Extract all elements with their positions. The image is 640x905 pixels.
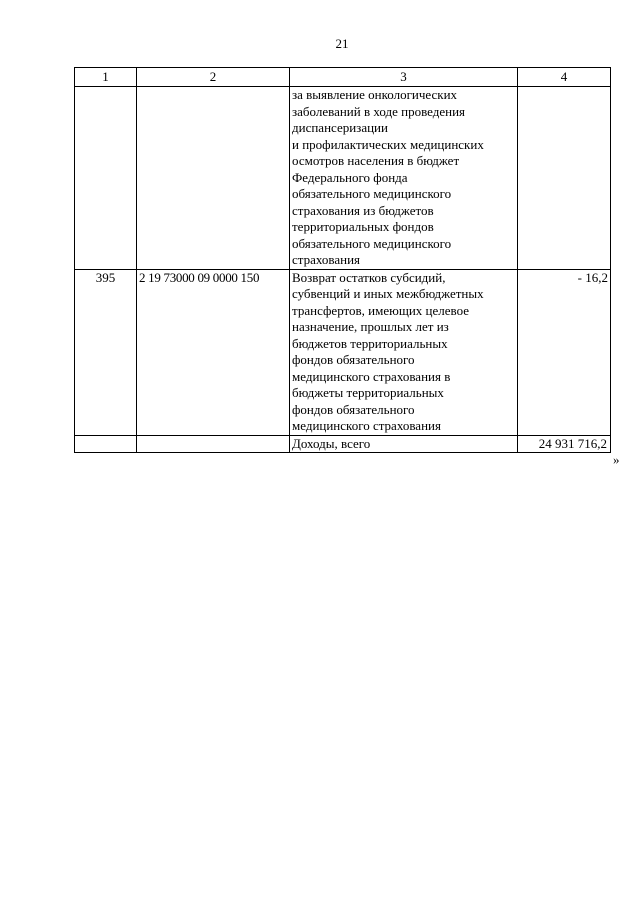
description-line: трансфертов, имеющих целевое	[292, 302, 470, 318]
amount-cell: - 16,2	[518, 269, 611, 435]
description-line: страхования из бюджетов	[292, 202, 434, 218]
description-line: субвенций и иных межбюджетных	[292, 286, 484, 301]
description-line: фондов обязательного	[292, 352, 415, 367]
description-line: обязательного медицинского	[292, 186, 452, 201]
table-row	[75, 87, 611, 270]
budget-code-cell	[137, 435, 290, 453]
row-number-cell	[75, 435, 137, 453]
row-number-cell	[75, 87, 137, 270]
description-line: обязательного медицинского	[292, 235, 452, 251]
description-cell	[290, 269, 518, 435]
description-line: Федерального фонда	[292, 169, 408, 185]
description-line: диспансеризации	[292, 120, 388, 135]
total-label-cell: Доходы, всего	[290, 435, 518, 453]
description-cell	[290, 87, 518, 270]
column-header-3: 3	[290, 68, 518, 87]
description-line: назначение, прошлых лет из	[292, 319, 449, 334]
total-amount-cell: 24 931 716,2	[518, 435, 611, 453]
total-row	[75, 435, 611, 453]
description-line: бюджетов территориальных	[292, 335, 448, 351]
description-line: страхования	[292, 252, 361, 267]
description-line: фондов обязательного	[292, 401, 415, 417]
column-header-2: 2	[137, 68, 290, 87]
column-header-1: 1	[75, 68, 137, 87]
budget-code-cell	[137, 87, 290, 270]
page-number: 21	[335, 36, 349, 51]
budget-table	[74, 67, 611, 453]
description-line: медицинского страхования	[292, 418, 441, 433]
description-line: заболеваний в ходе проведения	[292, 103, 466, 119]
closing-quote-mark: »	[613, 452, 620, 467]
amount-cell	[518, 87, 611, 270]
table-row	[75, 269, 611, 435]
description-line: Возврат остатков субсидий,	[292, 269, 446, 285]
budget-code-cell: 2 19 73000 09 0000 150	[137, 269, 290, 435]
description-line: за выявление онкологических	[292, 87, 458, 102]
column-header-4: 4	[518, 68, 611, 87]
description-line: медицинского страхования в	[292, 368, 451, 384]
description-line: бюджеты территориальных	[292, 385, 444, 400]
description-line: территориальных фондов	[292, 219, 434, 234]
description-line: осмотров населения в бюджет	[292, 153, 460, 168]
description-line: и профилактических медицинских	[292, 136, 484, 152]
table-header-row	[75, 68, 611, 87]
row-number-cell: 395	[75, 269, 137, 435]
